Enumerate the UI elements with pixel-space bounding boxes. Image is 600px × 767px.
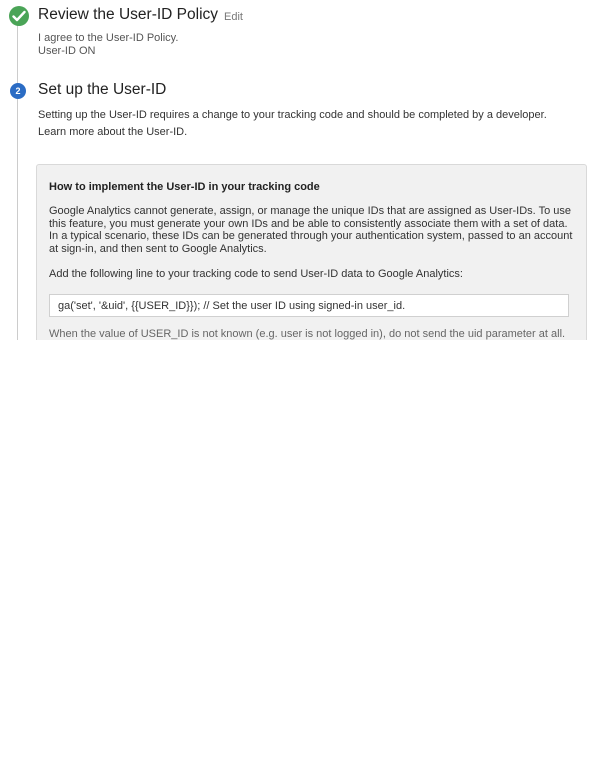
- step-timeline-line: [17, 22, 18, 340]
- step2-number-badge: 2: [10, 83, 26, 99]
- content-viewport: [0, 0, 600, 340]
- step1-edit-link[interactable]: Edit: [224, 11, 243, 23]
- step2-description: [38, 107, 588, 141]
- user-id-status-text: User-ID ON: [38, 45, 96, 57]
- step2-description-text: Setting up the User-ID requires a change to your tracking code and should be completed by a developer.: [38, 109, 547, 121]
- tracking-code-snippet[interactable]: ga('set', '&uid', {{USER_ID}}); // Set the user ID using signed-in user_id.: [49, 294, 569, 317]
- step1-summary: [38, 32, 178, 58]
- panel-explanation-text: Google Analytics cannot generate, assign, or manage the unique IDs that are assigned as User-IDs. To use this feature, you must generate your own IDs and be able to consistently associate them with a set of data. In a typical scenario, these IDs can be generated through your authentication system, passed to an account at sign-in, and then sent to Google Analytics.: [49, 205, 573, 255]
- panel-heading: How to implement the User-ID in your tracking code: [49, 181, 320, 193]
- step1-title: Review the User-ID Policy: [38, 6, 219, 23]
- learn-more-link[interactable]: Learn more about the User-ID.: [38, 126, 188, 138]
- panel-note-text: When the value of USER_ID is not known (e.g. user is not logged in), do not send the uid parameter at all.: [49, 328, 566, 340]
- implementation-panel: [36, 164, 587, 340]
- step2-title: Set up the User-ID: [38, 81, 167, 98]
- policy-agreement-text: I agree to the User-ID Policy.: [38, 32, 179, 44]
- panel-instruction-text: Add the following line to your tracking code to send User-ID data to Google Analytics:: [49, 268, 463, 280]
- step-complete-check-icon: [9, 6, 29, 26]
